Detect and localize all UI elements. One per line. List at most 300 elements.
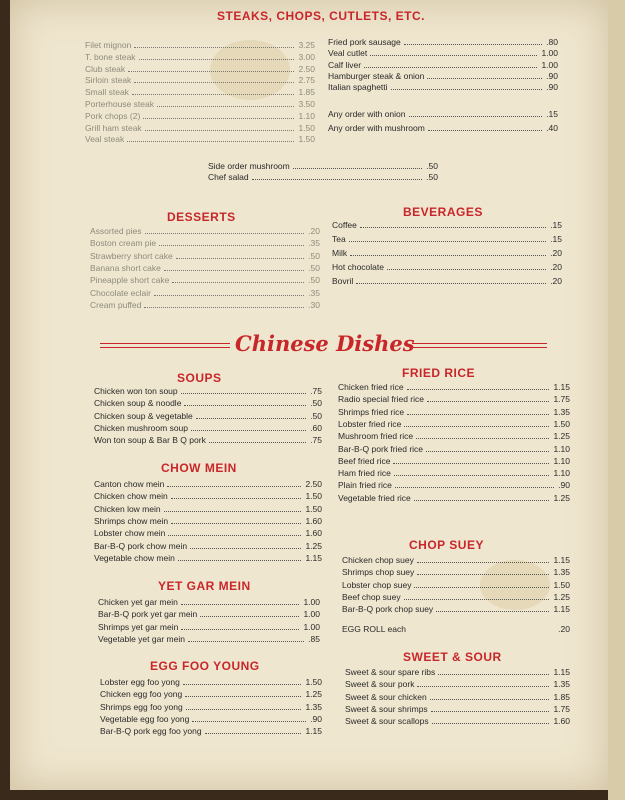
- menu-item: [328, 48, 558, 58]
- menu-item: [90, 288, 320, 298]
- menu-item-name: Chicken yet gar mein: [98, 597, 178, 607]
- menu-item-price: .50: [310, 410, 322, 421]
- dot-leader: [438, 674, 549, 675]
- menu-item: [85, 40, 315, 50]
- dot-leader: [192, 721, 306, 722]
- menu-item: [342, 604, 570, 614]
- menu-item-price: .30: [308, 299, 320, 310]
- menu-item-name: Lobster chop suey: [342, 579, 412, 590]
- menu-item: [208, 161, 438, 171]
- menu-item-price: 1.50: [305, 491, 322, 502]
- dot-leader: [293, 168, 422, 169]
- dot-leader: [143, 118, 294, 119]
- menu-item: [94, 516, 322, 526]
- menu-item: [85, 64, 315, 74]
- menu-item-name: Strawberry short cake: [90, 250, 173, 261]
- menu-item: [332, 248, 562, 258]
- dot-leader: [252, 179, 423, 180]
- page-edge: [608, 0, 625, 800]
- menu-item-price: .50: [426, 161, 438, 171]
- menu-item-price: .15: [550, 220, 562, 230]
- menu-item-name: Assorted pies: [90, 226, 142, 236]
- menu-item-price: 1.00: [303, 609, 320, 620]
- dot-leader: [157, 106, 294, 107]
- menu-item: [85, 99, 315, 109]
- menu-item-name: Bar-B-Q pork fried rice: [338, 443, 424, 454]
- dot-leader: [196, 418, 306, 419]
- dot-leader: [171, 498, 302, 499]
- desserts-heading: DESSERTS: [167, 210, 236, 224]
- menu-item-price: .20: [308, 226, 320, 236]
- menu-item-name: Italian spaghetti: [328, 82, 388, 93]
- menu-item-name: Pineapple short cake: [90, 275, 170, 286]
- menu-item: [90, 226, 320, 236]
- menu-item-price: 2.75: [298, 75, 315, 86]
- dot-leader: [404, 599, 550, 600]
- dot-leader: [395, 487, 554, 488]
- menu-item: [98, 597, 320, 607]
- menu-item-name: Chicken egg foo yong: [100, 689, 183, 700]
- menu-item-price: 2.50: [298, 63, 315, 74]
- menu-item-name: Sweet & sour chicken: [345, 691, 427, 702]
- menu-item-name: Grill ham steak: [85, 122, 142, 133]
- menu-item: [338, 419, 570, 429]
- menu-item-name: Mushroom fried rice: [338, 431, 414, 442]
- menu-item-name: Won ton soup & Bar B Q pork: [94, 435, 206, 446]
- menu-item-name: Coffee: [332, 220, 357, 230]
- dot-leader: [167, 486, 301, 487]
- menu-item: [332, 262, 562, 272]
- dot-leader: [350, 255, 546, 256]
- menu-item: [338, 431, 570, 441]
- dot-leader: [364, 67, 537, 68]
- dot-leader: [428, 130, 542, 131]
- menu-item-name: Veal cutlet: [328, 48, 368, 59]
- menu-item: [100, 702, 322, 712]
- menu-item: [332, 234, 562, 244]
- chop-suey-heading: CHOP SUEY: [409, 538, 484, 552]
- menu-item-name: Shrimps yet gar mein: [98, 621, 179, 632]
- dot-leader: [127, 141, 294, 142]
- menu-item-price: .90: [310, 713, 322, 724]
- menu-item: [94, 479, 322, 489]
- dot-leader: [184, 405, 306, 406]
- menu-item-name: Bovril: [332, 276, 354, 286]
- dot-leader: [186, 709, 302, 710]
- soups-heading: SOUPS: [177, 371, 222, 385]
- menu-item: [90, 251, 320, 261]
- menu-item-name: Sweet & sour pork: [345, 679, 415, 690]
- dot-leader: [188, 641, 304, 642]
- dot-leader: [391, 89, 543, 90]
- menu-item: [100, 726, 322, 736]
- menu-item-name: Ham fried rice: [338, 468, 391, 479]
- menu-item-name: Sweet & sour scallops: [345, 716, 429, 727]
- menu-item-name: Vegetable fried rice: [338, 492, 411, 503]
- menu-item-price: 1.15: [305, 552, 322, 563]
- dot-leader: [417, 562, 550, 563]
- menu-item-price: 2.50: [305, 479, 322, 489]
- menu-item-name: Tea: [332, 234, 346, 244]
- menu-item-price: .40: [546, 123, 558, 133]
- dot-leader: [183, 684, 302, 685]
- menu-item: [338, 468, 570, 478]
- menu-item: [342, 567, 570, 577]
- menu-item-price: 1.50: [305, 677, 322, 687]
- dot-leader: [409, 116, 543, 117]
- menu-item-name: Chicken fried rice: [338, 382, 404, 392]
- menu-item: [328, 82, 558, 92]
- menu-item: [328, 37, 558, 47]
- menu-item: [342, 624, 570, 634]
- menu-item-price: .50: [426, 172, 438, 182]
- dot-leader: [134, 47, 294, 48]
- menu-item-name: Radio special fried rice: [338, 394, 424, 405]
- menu-item-name: Vegetable yet gar mein: [98, 633, 185, 644]
- dot-leader: [132, 94, 295, 95]
- dot-leader: [416, 438, 549, 439]
- dot-leader: [426, 451, 549, 452]
- menu-item-price: 1.35: [305, 701, 322, 712]
- menu-item-name: Chicken soup & vegetable: [94, 410, 193, 421]
- menu-item-price: 1.10: [553, 468, 570, 479]
- menu-item-price: 1.85: [553, 691, 570, 702]
- dot-leader: [181, 604, 300, 605]
- menu-item-price: .20: [550, 262, 562, 272]
- menu-item-name: Hot chocolate: [332, 262, 384, 272]
- menu-item: [90, 238, 320, 248]
- menu-item-name: Chicken low mein: [94, 503, 161, 514]
- menu-item-name: Porterhouse steak: [85, 99, 154, 109]
- dot-leader: [181, 393, 307, 394]
- sweet-sour-heading: SWEET & SOUR: [403, 650, 502, 664]
- menu-item-price: .20: [558, 624, 570, 634]
- menu-item-price: .15: [546, 109, 558, 119]
- menu-item-name: Plain fried rice: [338, 480, 392, 491]
- dot-leader: [370, 55, 537, 56]
- menu-item-price: 1.50: [305, 503, 322, 514]
- menu-item: [342, 555, 570, 565]
- menu-item: [338, 444, 570, 454]
- dot-leader: [360, 227, 546, 228]
- menu-item: [328, 123, 558, 133]
- dot-leader: [394, 475, 550, 476]
- menu-item: [338, 394, 570, 404]
- menu-item: [85, 111, 315, 121]
- dot-leader: [387, 269, 546, 270]
- menu-item: [328, 60, 558, 70]
- menu-item-price: 1.25: [553, 431, 570, 442]
- menu-item-name: Sweet & sour shrimps: [345, 703, 428, 714]
- dot-leader: [436, 611, 549, 612]
- menu-item: [208, 172, 438, 182]
- menu-item-name: Sweet & sour spare ribs: [345, 667, 436, 677]
- egg-foo-young-heading: EGG FOO YOUNG: [150, 659, 260, 673]
- menu-item: [328, 71, 558, 81]
- menu-item-price: 1.25: [305, 689, 322, 700]
- menu-item-name: Canton chow mein: [94, 479, 165, 489]
- menu-item: [94, 541, 322, 551]
- menu-item-name: Vegetable chow mein: [94, 552, 175, 563]
- menu-item-name: Bar-B-Q pork chow mein: [94, 540, 188, 551]
- menu-item: [345, 704, 570, 714]
- menu-item-name: Veal steak: [85, 134, 125, 145]
- menu-item: [94, 411, 322, 421]
- dot-leader: [427, 401, 549, 402]
- menu-item: [332, 220, 562, 230]
- menu-item-name: Cream puffed: [90, 299, 142, 310]
- dot-leader: [145, 130, 295, 131]
- menu-item-name: Calf liver: [328, 59, 362, 70]
- dot-leader: [209, 442, 306, 443]
- menu-item-price: .50: [308, 262, 320, 273]
- menu-item-name: Bar-B-Q pork yet gar mein: [98, 609, 198, 620]
- dot-leader: [164, 511, 302, 512]
- menu-item-name: Shrimps fried rice: [338, 406, 405, 417]
- menu-item-price: .85: [308, 633, 320, 644]
- menu-item-name: Chicken soup & noodle: [94, 398, 182, 409]
- dot-leader: [431, 711, 550, 712]
- menu-item: [342, 592, 570, 602]
- menu-item-price: .50: [310, 398, 322, 409]
- menu-item-price: 1.50: [553, 418, 570, 429]
- dot-leader: [159, 245, 304, 246]
- dot-leader: [134, 82, 294, 83]
- menu-item: [98, 622, 320, 632]
- menu-item-name: Sirloin steak: [85, 75, 132, 86]
- dot-leader: [205, 733, 302, 734]
- menu-item: [94, 435, 322, 445]
- banner-rule-left: [100, 343, 230, 348]
- menu-item-price: .15: [550, 234, 562, 244]
- menu-item: [94, 553, 322, 563]
- menu-item: [85, 87, 315, 97]
- menu-item-price: .35: [308, 238, 320, 249]
- menu-item-price: .50: [308, 250, 320, 261]
- chow-mein-heading: CHOW MEIN: [161, 461, 237, 475]
- menu-item-price: 1.10: [553, 443, 570, 454]
- dot-leader: [164, 270, 304, 271]
- menu-item-price: 3.50: [298, 99, 315, 109]
- menu-item: [90, 263, 320, 273]
- menu-item-price: 1.00: [303, 597, 320, 607]
- menu-item-price: .75: [310, 386, 322, 396]
- menu-item-name: Vegetable egg foo yong: [100, 713, 190, 724]
- dot-leader: [200, 616, 299, 617]
- menu-item-price: 1.60: [305, 528, 322, 539]
- menu-item-price: 1.10: [553, 455, 570, 466]
- menu-item-price: .90: [558, 480, 570, 491]
- menu-item-name: Lobster egg foo yong: [100, 677, 180, 687]
- menu-item: [85, 123, 315, 133]
- menu-item-name: Chicken won ton soup: [94, 386, 178, 396]
- menu-item: [94, 398, 322, 408]
- menu-item: [332, 276, 562, 286]
- dot-leader: [190, 548, 301, 549]
- menu-item-name: Lobster chow mein: [94, 528, 166, 539]
- menu-item-price: 1.75: [553, 703, 570, 714]
- menu-item: [100, 689, 322, 699]
- menu-item: [94, 491, 322, 501]
- menu-item: [338, 456, 570, 466]
- menu-item: [328, 109, 558, 119]
- dot-leader: [154, 295, 304, 296]
- menu-item-price: 1.25: [553, 492, 570, 503]
- dot-leader: [393, 463, 549, 464]
- menu-item-price: .80: [546, 37, 558, 47]
- dot-leader: [349, 241, 546, 242]
- menu-item: [90, 275, 320, 285]
- menu-item-name: EGG ROLL each: [342, 624, 406, 634]
- menu-item-price: 1.00: [541, 48, 558, 59]
- menu-item-price: .50: [308, 275, 320, 286]
- menu-item-name: Filet mignon: [85, 40, 132, 50]
- menu-item: [345, 679, 570, 689]
- menu-item: [338, 493, 570, 503]
- dot-leader: [404, 44, 542, 45]
- dot-leader: [181, 629, 299, 630]
- menu-item-name: Any order with onion: [328, 109, 406, 119]
- menu-item-price: 1.35: [553, 679, 570, 690]
- menu-item: [85, 75, 315, 85]
- menu-item: [94, 386, 322, 396]
- menu-item: [338, 382, 570, 392]
- menu-item: [98, 634, 320, 644]
- menu-item-price: 1.50: [553, 579, 570, 590]
- menu-page: [10, 0, 608, 790]
- menu-item-name: Hamburger steak & onion: [328, 70, 425, 81]
- menu-item-name: Shrimps chop suey: [342, 567, 415, 578]
- menu-item-name: Lobster fried rice: [338, 418, 402, 429]
- menu-item: [85, 134, 315, 144]
- dot-leader: [128, 71, 294, 72]
- menu-item-name: Small steak: [85, 87, 129, 98]
- menu-item-price: 1.25: [553, 591, 570, 602]
- menu-item-name: Chicken mushroom soup: [94, 422, 189, 433]
- menu-item-name: Chocolate eclair: [90, 287, 151, 298]
- menu-item: [345, 667, 570, 677]
- dot-leader: [185, 696, 301, 697]
- menu-item-price: .35: [308, 287, 320, 298]
- menu-item-name: Club steak: [85, 63, 126, 74]
- fried-rice-heading: FRIED RICE: [402, 366, 476, 380]
- menu-item-name: Side order mushroom: [208, 161, 290, 171]
- menu-item-price: .75: [310, 435, 322, 446]
- menu-item-name: Beef fried rice: [338, 455, 391, 466]
- menu-item-price: 1.60: [553, 716, 570, 727]
- menu-item-price: 1.35: [553, 567, 570, 578]
- menu-item-name: Any order with mushroom: [328, 123, 425, 133]
- menu-item-name: Pork chops (2): [85, 110, 141, 121]
- menu-item-price: 1.35: [553, 406, 570, 417]
- menu-item-name: Chicken chow mein: [94, 491, 168, 502]
- menu-item-price: 1.15: [553, 604, 570, 615]
- menu-item-price: 1.60: [305, 515, 322, 526]
- menu-item: [100, 677, 322, 687]
- dot-leader: [407, 389, 550, 390]
- menu-item-name: T. bone steak: [85, 51, 136, 62]
- dot-leader: [356, 283, 546, 284]
- menu-item-price: 1.15: [553, 667, 570, 677]
- menu-item-price: .20: [550, 276, 562, 286]
- menu-item-price: 1.15: [305, 726, 322, 737]
- menu-item-name: Milk: [332, 248, 348, 258]
- menu-item-name: Bar-B-Q pork egg foo yong: [100, 726, 202, 737]
- dot-leader: [430, 699, 550, 700]
- menu-item-price: .90: [546, 70, 558, 81]
- dot-leader: [178, 560, 302, 561]
- menu-item-price: 1.10: [298, 110, 315, 121]
- menu-item: [342, 580, 570, 590]
- menu-item-name: Shrimps chow mein: [94, 515, 169, 526]
- dot-leader: [427, 78, 542, 79]
- dot-leader: [414, 587, 549, 588]
- steaks-heading: STEAKS, CHOPS, CUTLETS, ETC.: [217, 9, 426, 23]
- banner-rule-right: [412, 343, 547, 348]
- menu-item-price: 1.50: [298, 122, 315, 133]
- menu-item-price: .20: [550, 248, 562, 258]
- chinese-dishes-title: Chinese Dishes: [235, 331, 415, 356]
- menu-item: [94, 504, 322, 514]
- menu-item-price: 1.00: [303, 621, 320, 632]
- beverages-heading: BEVERAGES: [403, 205, 483, 219]
- menu-item-name: Beef chop suey: [342, 591, 401, 602]
- menu-item: [85, 52, 315, 62]
- dot-leader: [417, 574, 549, 575]
- menu-item: [98, 609, 320, 619]
- menu-item: [338, 480, 570, 490]
- menu-item: [94, 528, 322, 538]
- menu-item-price: 1.25: [305, 540, 322, 551]
- dot-leader: [404, 426, 549, 427]
- menu-item-name: Bar-B-Q pork chop suey: [342, 604, 434, 615]
- menu-item: [338, 407, 570, 417]
- dot-leader: [191, 430, 306, 431]
- dot-leader: [176, 258, 305, 259]
- menu-item-price: 3.00: [298, 51, 315, 62]
- menu-item-name: Chicken chop suey: [342, 555, 414, 565]
- menu-item-price: 1.50: [298, 134, 315, 145]
- menu-item-price: 3.25: [298, 40, 315, 50]
- menu-item-name: Fried pork sausage: [328, 37, 401, 47]
- dot-leader: [407, 414, 549, 415]
- menu-item-name: Banana short cake: [90, 262, 161, 273]
- menu-item: [345, 716, 570, 726]
- menu-item-price: 1.75: [553, 394, 570, 405]
- menu-item: [94, 423, 322, 433]
- dot-leader: [168, 535, 301, 536]
- menu-item-name: Chef salad: [208, 172, 249, 182]
- menu-item: [345, 692, 570, 702]
- menu-item-name: Boston cream pie: [90, 238, 157, 249]
- dot-leader: [144, 307, 304, 308]
- dot-leader: [171, 523, 301, 524]
- dot-leader: [414, 500, 550, 501]
- menu-item: [90, 300, 320, 310]
- dot-leader: [432, 723, 550, 724]
- dot-leader: [145, 233, 305, 234]
- dot-leader: [417, 686, 549, 687]
- dot-leader: [139, 59, 295, 60]
- dot-leader: [172, 282, 304, 283]
- menu-item-price: 1.15: [553, 555, 570, 565]
- yet-gar-mein-heading: YET GAR MEIN: [158, 579, 251, 593]
- menu-item-price: 1.85: [298, 87, 315, 98]
- menu-item-price: 1.15: [553, 382, 570, 392]
- menu-item-price: 1.00: [541, 59, 558, 70]
- menu-item-price: .90: [546, 82, 558, 93]
- menu-item-name: Shrimps egg foo yong: [100, 701, 183, 712]
